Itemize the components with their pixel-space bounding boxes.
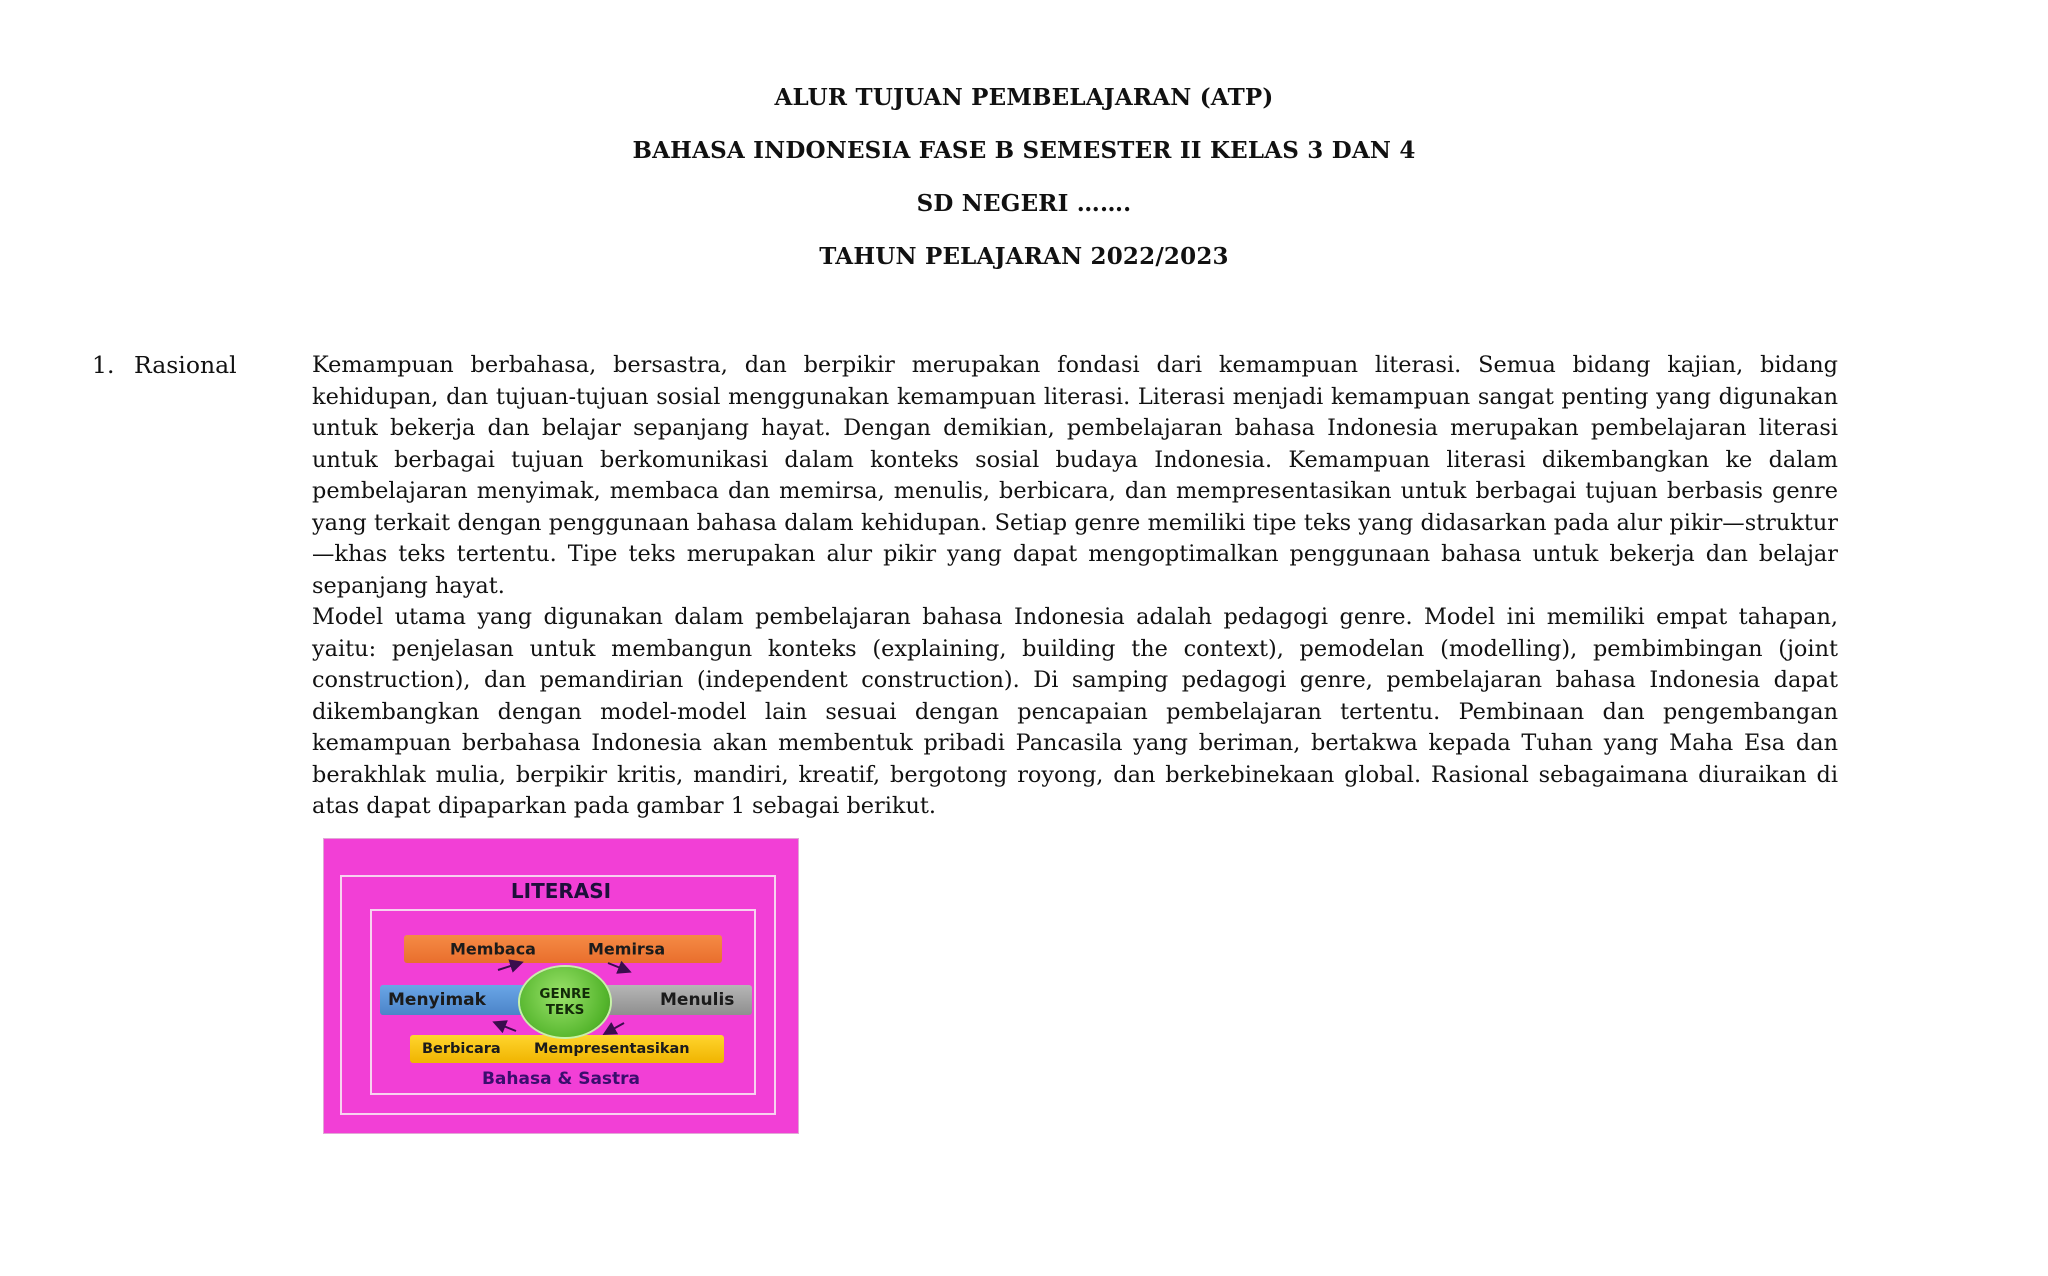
document-header xyxy=(0,84,2048,296)
label-membaca: Membaca xyxy=(450,939,536,958)
label-teks: TEKS xyxy=(545,1001,585,1018)
label-mempresentasikan: Mempresentasikan xyxy=(534,1040,690,1057)
document-title: ALUR TUJUAN PEMBELAJARAN (ATP) xyxy=(774,84,1274,111)
arrow-mempresentasikan xyxy=(606,1023,624,1033)
section-label: Rasional xyxy=(134,351,237,379)
label-berbicara: Berbicara xyxy=(422,1040,501,1057)
arrow-memirsa xyxy=(608,963,628,971)
arrow-membaca xyxy=(498,963,520,970)
label-genre: GENRE xyxy=(539,985,591,1002)
arrow-berbicara xyxy=(496,1023,516,1031)
label-menulis: Menulis xyxy=(660,989,735,1010)
section-number: 1. xyxy=(92,351,115,379)
diagram-caption: Bahasa & Sastra xyxy=(481,1068,641,1089)
academic-year: TAHUN PELAJARAN 2022/2023 xyxy=(819,243,1229,270)
diagram-title: LITERASI xyxy=(510,878,612,903)
literasi-diagram xyxy=(324,839,798,1133)
paragraph-1: Kemampuan berbahasa, bersastra, dan berpikir merupakan fondasi dari kemampuan literasi. Semua bidang kajian, bidang kehidupan, dan tujuan-tujuan sosial menggunakan kemampuan literasi. Literasi menjadi kemampuan sangat penting yang digunakan untuk bekerja dan belajar sepanjang hayat. Dengan demikian, pembelajaran bahasa Indonesia merupakan pembelajaran literasi untuk berbagai tujuan berkomunikasi dalam konteks sosial budaya Indonesia. Kemampuan literasi dikembangkan ke dalam pembelajaran menyimak, membaca dan memirsa, menulis, berbicara, dan mempresentasikan untuk berbagai tujuan berbasis genre yang terkait dengan penggunaan bahasa dalam kehidupan. Setiap genre memiliki tipe teks yang didasarkan pada alur pikir—struktur—khas teks tertentu. Tipe teks merupakan alur pikir yang dapat mengoptimalkan penggunaan bahasa untuk bekerja dan belajar sepanjang hayat. xyxy=(312,352,1838,599)
label-memirsa: Memirsa xyxy=(588,939,666,958)
school-name: SD NEGERI ……. xyxy=(916,190,1132,217)
genre-teks-circle xyxy=(520,967,610,1037)
document-subtitle: BAHASA INDONESIA FASE B SEMESTER II KELAS 3 DAN 4 xyxy=(632,137,1416,164)
label-menyimak: Menyimak xyxy=(388,989,486,1010)
section-body xyxy=(312,350,1838,1133)
paragraph-2: Model utama yang digunakan dalam pembelajaran bahasa Indonesia adalah pedagogi genre. Model ini memiliki empat tahapan, yaitu: penjelasan untuk membangun konteks (explaining, building the context), pemodelan (modelling), pembimbingan (joint construction), dan pemandirian (independent construction). Di samping pedagogi genre, pembelajaran bahasa Indonesia dapat dikembangkan dengan model-model lain sesuai dengan pencapaian pembelajaran tertentu. Pembinaan dan pengembangan kemampuan berbahasa Indonesia akan membentuk pribadi Pancasila yang beriman, bertakwa kepada Tuhan yang Maha Esa dan berakhlak mulia, berpikir kritis, mandiri, kreatif, bergotong royong, dan berkebinekaan global. Rasional sebagaimana diuraikan di atas dapat dipaparkan pada gambar 1 sebagai berikut. xyxy=(312,604,1838,819)
